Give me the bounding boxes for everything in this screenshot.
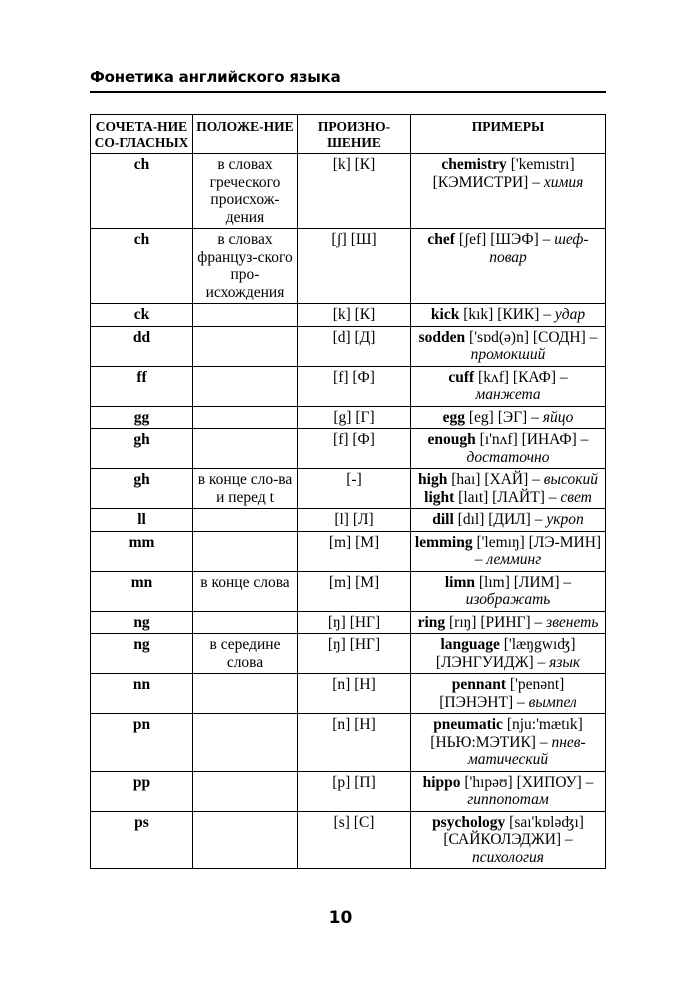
example-line [414,614,602,632]
example-transcription: [eg] [ЭГ] – [465,408,543,426]
consonant-combination: mn [91,571,193,611]
position-cell [193,811,298,869]
table-row [91,811,606,869]
example-transcription: [saı'kɒləʤı] [САЙКОЛЭДЖИ] – [443,813,584,848]
examples-cell [411,406,606,429]
example-word: light [424,488,455,506]
table-row [91,406,606,429]
page-number: 10 [328,908,353,928]
table-row [91,771,606,811]
example-word: lemming [414,533,473,551]
example-transcription: ['kemıstrı] [КЭМИСТРИ] – [432,156,575,191]
table-row [91,154,606,229]
example-transcription: [ı'nʌf] [ИНАФ] – [475,431,589,448]
example-line [414,156,602,191]
consonant-combination: mm [91,531,193,571]
column-header: СОЧЕТА-НИЕ СО-ГЛАСНЫХ [91,115,193,154]
example-transcription: ['lemıŋ] [ЛЭ-МИН] – [472,533,602,568]
example-translation: звенеть [546,613,599,631]
pronunciation-cell: [k] [К] [298,304,411,327]
column-header: ПРОИЗНО-ШЕНИЕ [298,115,411,154]
example-transcription: ['hıpəʊ] [ХИПОУ] – [460,773,594,791]
example-word: kick [430,306,460,323]
table-row [91,611,606,634]
table-row [91,469,606,509]
position-cell [193,304,298,327]
position-cell: в конце сло-ва и перед t [193,469,298,509]
consonant-combination: gh [91,469,193,509]
example-transcription: [kık] [КИК] – [459,306,555,323]
table-header-row [91,115,606,154]
example-line [414,231,602,266]
pronunciation-cell: [n] [Н] [298,674,411,714]
example-line [414,716,602,769]
position-cell [193,714,298,772]
examples-cell [411,326,606,366]
examples-cell [411,531,606,571]
consonant-combination: ck [91,304,193,327]
pronunciation-cell: [ʃ] [Ш] [298,229,411,304]
consonant-combination: nn [91,674,193,714]
pronunciation-cell: [ŋ] [НГ] [298,611,411,634]
example-word: high [418,471,448,488]
example-translation: удар [554,306,586,323]
position-cell [193,771,298,811]
example-line [414,329,602,364]
example-translation: шеф-повар [489,231,589,266]
table-row [91,326,606,366]
example-translation: психология [472,848,544,866]
examples-cell [411,154,606,229]
position-cell [193,366,298,406]
example-transcription: [lım] [ЛИМ] – [474,573,572,591]
example-line [414,511,602,529]
pronunciation-cell: [p] [П] [298,771,411,811]
example-translation: лемминг [486,551,542,568]
example-translation: промокший [470,346,546,363]
examples-cell [411,469,606,509]
position-cell [193,326,298,366]
pronunciation-cell: [f] [Ф] [298,366,411,406]
examples-cell [411,509,606,532]
example-transcription: ['sɒd(ə)n] [СОДН] – [465,328,598,346]
example-transcription: [nju:'mætık] [НЬЮ:МЭТИК] – [430,716,583,751]
examples-cell [411,429,606,469]
pronunciation-cell: [ŋ] [НГ] [298,634,411,674]
pronunciation-cell: [f] [Ф] [298,429,411,469]
example-word: language [440,636,500,653]
example-transcription: ['penənt] [ПЭНЭНТ] – [439,676,565,711]
example-word: hippo [422,773,461,791]
consonant-combination: pp [91,771,193,811]
examples-cell [411,771,606,811]
examples-cell [411,571,606,611]
table-row [91,571,606,611]
pronunciation-cell: [k] [К] [298,154,411,229]
example-line [414,471,602,489]
example-transcription: [haı] [ХАЙ] – [447,471,544,488]
examples-cell [411,674,606,714]
position-cell [193,531,298,571]
pronunciation-cell: [m] [М] [298,571,411,611]
example-line [414,409,602,427]
table-row [91,714,606,772]
table-row [91,229,606,304]
position-cell: в словах француз-ского про-исхождения [193,229,298,304]
position-cell [193,674,298,714]
example-word: enough [427,431,476,448]
table-row [91,366,606,406]
position-cell [193,429,298,469]
consonant-combination: ng [91,634,193,674]
example-word: dill [432,511,454,528]
example-line [414,369,602,404]
position-cell [193,611,298,634]
examples-cell [411,714,606,772]
pronunciation-cell: [l] [Л] [298,509,411,532]
pronunciation-cell: [s] [С] [298,811,411,869]
example-translation: укроп [546,511,584,528]
example-transcription: [dıl] [ДИЛ] – [453,511,547,528]
phonetics-table [90,114,606,869]
running-head: Фонетика английского языка [90,68,341,86]
example-line [414,676,602,711]
example-word: chef [427,231,455,248]
example-word: cuff [448,368,475,386]
table-row [91,531,606,571]
position-cell: в середине слова [193,634,298,674]
example-translation: высокий [543,471,598,488]
example-translation: химия [543,173,584,191]
example-word: ring [417,613,446,631]
example-translation: пнев-матический [467,733,586,768]
example-line [414,636,602,671]
example-line [414,814,602,867]
example-translation: вымпел [528,693,577,711]
consonant-combination: dd [91,326,193,366]
example-translation: гиппопотам [467,791,549,808]
example-word: psychology [432,813,506,831]
example-translation: достаточно [466,448,550,466]
examples-cell [411,611,606,634]
pronunciation-cell: [n] [Н] [298,714,411,772]
example-word: limn [444,573,475,591]
example-word: sodden [418,328,466,346]
example-line [414,534,602,569]
example-transcription: [rıŋ] [РИНГ] – [445,613,547,631]
examples-cell [411,634,606,674]
example-line [414,431,602,466]
example-translation: свет [560,488,592,506]
consonant-combination: pn [91,714,193,772]
example-transcription: [ʃef] [ШЭФ] – [454,231,555,248]
position-cell [193,406,298,429]
examples-cell [411,229,606,304]
examples-cell [411,811,606,869]
example-word: egg [442,408,465,426]
table-row [91,304,606,327]
position-cell [193,509,298,532]
examples-cell [411,304,606,327]
header-rule [90,91,606,93]
examples-cell [411,366,606,406]
consonant-combination: ng [91,611,193,634]
table-row [91,634,606,674]
example-line [414,574,602,609]
example-transcription: [kʌf] [КАФ] – [474,368,568,386]
table-row [91,429,606,469]
column-header: ПРИМЕРЫ [411,115,606,154]
pronunciation-cell: [d] [Д] [298,326,411,366]
example-translation: яйцо [542,408,574,426]
example-word: chemistry [441,156,507,173]
position-cell: в конце слова [193,571,298,611]
table-row [91,674,606,714]
pronunciation-cell: [g] [Г] [298,406,411,429]
example-translation: манжета [475,386,541,403]
consonant-combination: ch [91,229,193,304]
table-row [91,509,606,532]
example-transcription: [laıt] [ЛАЙТ] – [454,488,561,506]
consonant-combination: gg [91,406,193,429]
pronunciation-cell: [m] [М] [298,531,411,571]
position-cell: в словах греческого происхож-дения [193,154,298,229]
consonant-combination: ch [91,154,193,229]
consonant-combination: ll [91,509,193,532]
example-translation: изображать [465,591,551,608]
example-transcription: ['læŋgwıʤ] [ЛЭНГУИДЖ] – [435,636,576,671]
example-word: pneumatic [433,716,503,733]
consonant-combination: gh [91,429,193,469]
column-header: ПОЛОЖЕ-НИЕ [193,115,298,154]
example-word: pennant [451,676,506,693]
example-line [414,774,602,809]
example-line [414,489,602,507]
example-line [414,306,602,324]
consonant-combination: ff [91,366,193,406]
pronunciation-cell: [-] [298,469,411,509]
consonant-combination: ps [91,811,193,869]
example-translation: язык [549,653,581,671]
